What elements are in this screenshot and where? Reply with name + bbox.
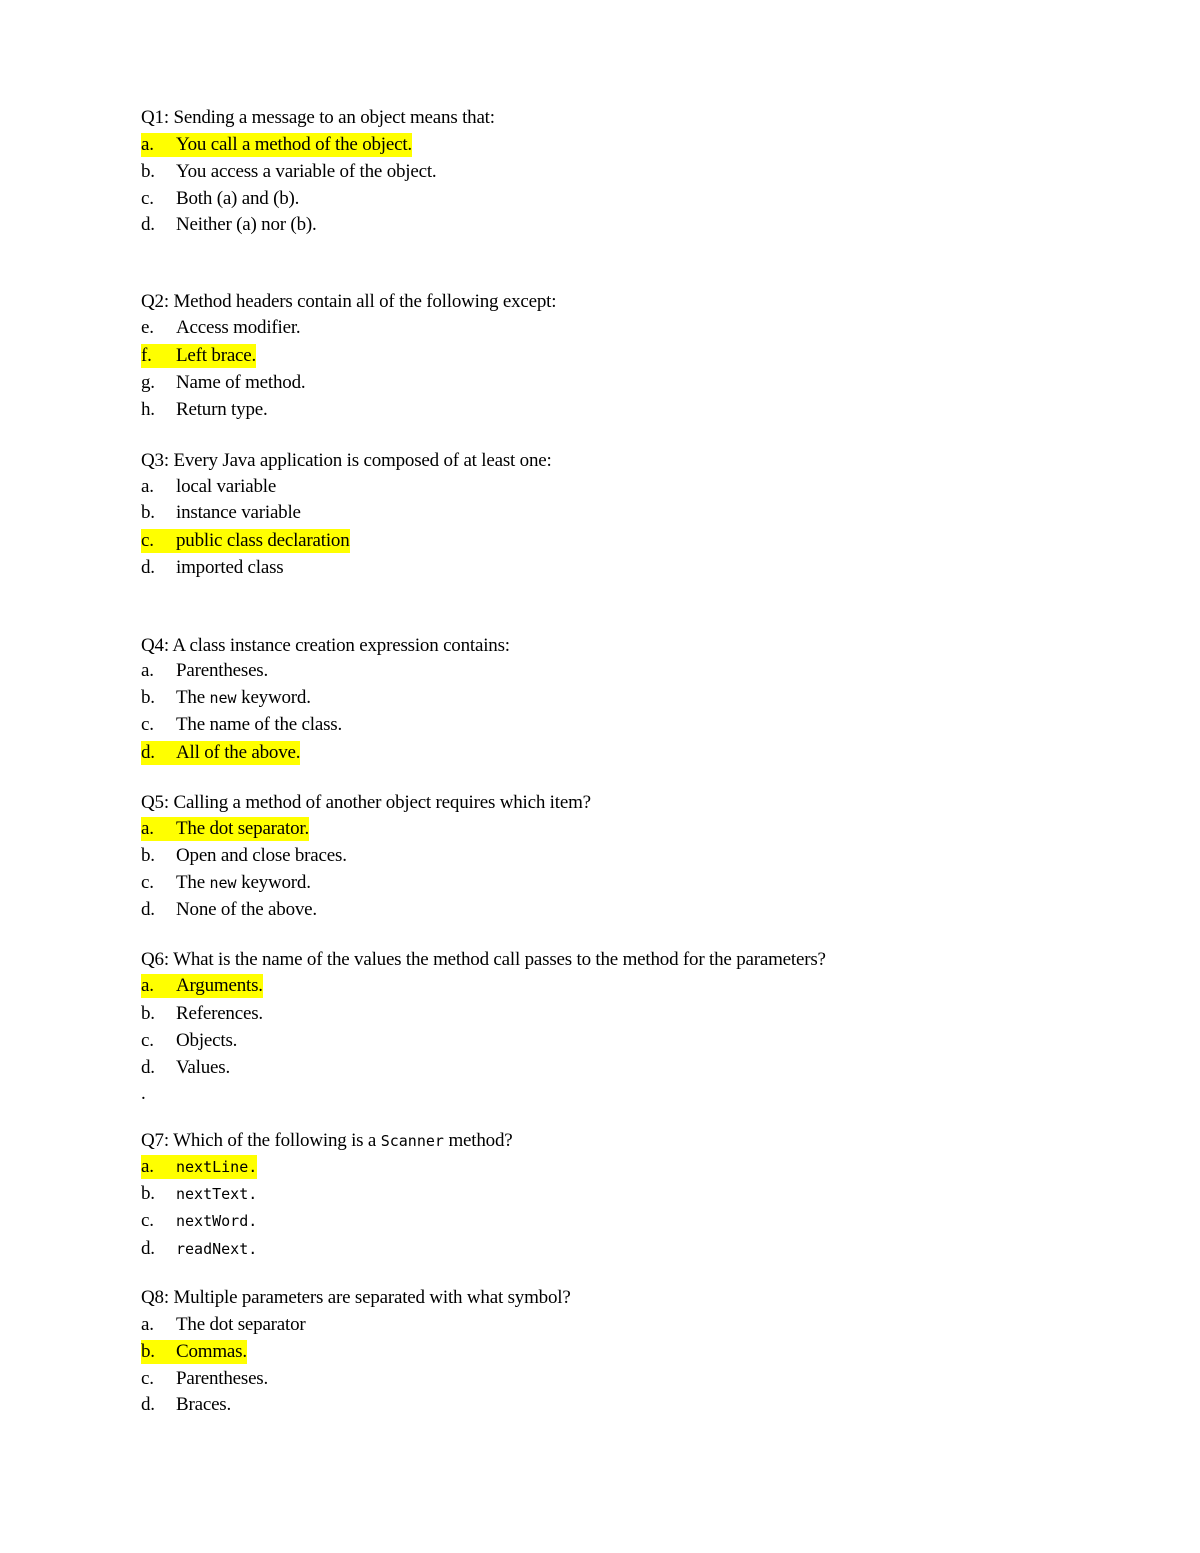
option-text: instance variable xyxy=(176,502,301,523)
option-letter: d. xyxy=(141,557,155,578)
option-text: You call a method of the object. xyxy=(176,134,412,155)
option-letter: c. xyxy=(141,1368,154,1389)
option-2g xyxy=(141,371,305,395)
option-text-pre: The xyxy=(176,872,210,893)
option-4b xyxy=(141,686,311,710)
option-4d xyxy=(141,741,300,765)
question-number: Q7: xyxy=(141,1130,169,1151)
question-text: A class instance creation expression contains: xyxy=(172,635,510,656)
option-letter: d. xyxy=(141,899,155,920)
question-text-post: method? xyxy=(443,1130,513,1151)
option-letter: b. xyxy=(141,1183,155,1204)
option-letter: g. xyxy=(141,372,155,393)
option-letter: c. xyxy=(141,188,154,209)
option-letter: c. xyxy=(141,1210,154,1231)
option-1c xyxy=(141,187,299,211)
option-letter: c. xyxy=(141,714,154,735)
option-text: Parentheses. xyxy=(176,1368,269,1389)
option-text: Braces. xyxy=(176,1394,232,1415)
option-text: None of the above. xyxy=(176,899,317,920)
option-1b xyxy=(141,160,436,184)
option-text: Both (a) and (b). xyxy=(176,188,300,209)
option-5d xyxy=(141,898,317,922)
option-letter: f. xyxy=(141,345,152,366)
option-text: The dot separator. xyxy=(176,818,310,839)
option-text-post: . xyxy=(248,1158,258,1176)
option-2f xyxy=(141,344,256,368)
option-7d xyxy=(141,1237,257,1261)
option-5c xyxy=(141,871,311,895)
option-8b xyxy=(141,1340,247,1364)
option-letter: c. xyxy=(141,1030,154,1051)
question-text-pre: Which of the following is a xyxy=(173,1130,381,1151)
option-code: readNext xyxy=(176,1240,249,1258)
option-4c xyxy=(141,713,342,737)
option-1a xyxy=(141,133,412,157)
option-code: nextWord xyxy=(176,1212,249,1230)
option-4a xyxy=(141,659,268,683)
question-number: Q6: xyxy=(141,949,169,970)
question-7 xyxy=(141,1129,513,1153)
option-letter: a. xyxy=(141,1156,154,1177)
option-letter: a. xyxy=(141,660,154,681)
option-code: new xyxy=(209,874,237,892)
option-text: Arguments. xyxy=(176,975,263,996)
option-text: Name of method. xyxy=(176,372,306,393)
question-3 xyxy=(141,449,552,473)
option-letter: b. xyxy=(141,845,155,866)
option-8d xyxy=(141,1393,231,1417)
question-number: Q4: xyxy=(141,635,169,656)
question-number: Q5: xyxy=(141,792,169,813)
option-text-pre: The xyxy=(176,687,210,708)
question-number: Q3: xyxy=(141,450,169,471)
option-text: Access modifier. xyxy=(176,317,301,338)
option-text: Open and close braces. xyxy=(176,845,347,866)
option-3b xyxy=(141,501,301,525)
option-letter: d. xyxy=(141,1057,155,1078)
option-text-post: keyword. xyxy=(236,687,311,708)
option-text: Parentheses. xyxy=(176,660,269,681)
question-text: What is the name of the values the method call passes to the method for the parameters? xyxy=(173,949,826,970)
option-letter: b. xyxy=(141,161,155,182)
question-text: Sending a message to an object means that: xyxy=(173,107,495,128)
option-text: The name of the class. xyxy=(176,714,343,735)
option-text: public class declaration xyxy=(176,530,350,551)
option-letter: d. xyxy=(141,1394,155,1415)
option-code: new xyxy=(209,689,237,707)
option-letter: a. xyxy=(141,476,154,497)
option-letter: e. xyxy=(141,317,154,338)
option-letter: a. xyxy=(141,818,154,839)
option-text: The dot separator xyxy=(176,1314,306,1335)
option-letter: a. xyxy=(141,975,154,996)
question-code: Scanner xyxy=(380,1132,444,1150)
question-1 xyxy=(141,106,495,130)
question-6 xyxy=(141,948,826,972)
question-number: Q1: xyxy=(141,107,169,128)
option-letter: b. xyxy=(141,1341,155,1362)
option-text: Values. xyxy=(176,1057,231,1078)
option-letter: a. xyxy=(141,1314,154,1335)
option-text: Left brace. xyxy=(176,345,257,366)
option-5b xyxy=(141,844,347,868)
question-text: Calling a method of another object requires which item? xyxy=(173,792,591,813)
option-letter: c. xyxy=(141,872,154,893)
option-5a xyxy=(141,817,309,841)
option-7b xyxy=(141,1182,257,1206)
option-letter: b. xyxy=(141,687,155,708)
stray-period: . xyxy=(141,1083,146,1104)
option-1d xyxy=(141,213,317,237)
option-7c xyxy=(141,1209,257,1233)
question-text: Method headers contain all of the following except: xyxy=(173,291,557,312)
option-2e xyxy=(141,316,300,340)
option-letter: d. xyxy=(141,742,155,763)
option-letter: b. xyxy=(141,502,155,523)
option-letter: d. xyxy=(141,1238,155,1259)
option-text: Neither (a) nor (b). xyxy=(176,214,317,235)
option-2h xyxy=(141,398,268,422)
option-6c xyxy=(141,1029,237,1053)
option-text-post: . xyxy=(248,1240,258,1258)
option-6a xyxy=(141,974,263,998)
question-text: Multiple parameters are separated with what symbol? xyxy=(173,1287,571,1308)
question-2 xyxy=(141,290,556,314)
option-text-post: keyword. xyxy=(236,872,311,893)
option-text: local variable xyxy=(176,476,277,497)
option-letter: c. xyxy=(141,530,154,551)
question-text: Every Java application is composed of at least one: xyxy=(173,450,552,471)
option-code: nextLine xyxy=(176,1158,249,1176)
option-code: nextText xyxy=(176,1185,249,1203)
option-text: Objects. xyxy=(176,1030,238,1051)
option-text: You access a variable of the object. xyxy=(176,161,437,182)
option-text-post: . xyxy=(248,1185,258,1203)
question-4 xyxy=(141,634,510,658)
option-text-post: . xyxy=(248,1212,258,1230)
option-letter: d. xyxy=(141,214,155,235)
option-6d xyxy=(141,1056,230,1080)
option-7a xyxy=(141,1155,257,1179)
question-8 xyxy=(141,1286,571,1310)
option-3d xyxy=(141,556,283,580)
option-letter: b. xyxy=(141,1003,155,1024)
option-8a xyxy=(141,1313,306,1337)
option-text: References. xyxy=(176,1003,263,1024)
option-text: Commas. xyxy=(176,1341,247,1362)
question-5 xyxy=(141,791,591,815)
option-3a xyxy=(141,475,276,499)
option-8c xyxy=(141,1367,268,1391)
option-3c xyxy=(141,529,350,553)
option-text: All of the above. xyxy=(176,742,301,763)
option-letter: h. xyxy=(141,399,155,420)
option-text: Return type. xyxy=(176,399,268,420)
option-6b xyxy=(141,1002,263,1026)
question-number: Q2: xyxy=(141,291,169,312)
option-letter: a. xyxy=(141,134,154,155)
option-text: imported class xyxy=(176,557,284,578)
question-number: Q8: xyxy=(141,1287,169,1308)
